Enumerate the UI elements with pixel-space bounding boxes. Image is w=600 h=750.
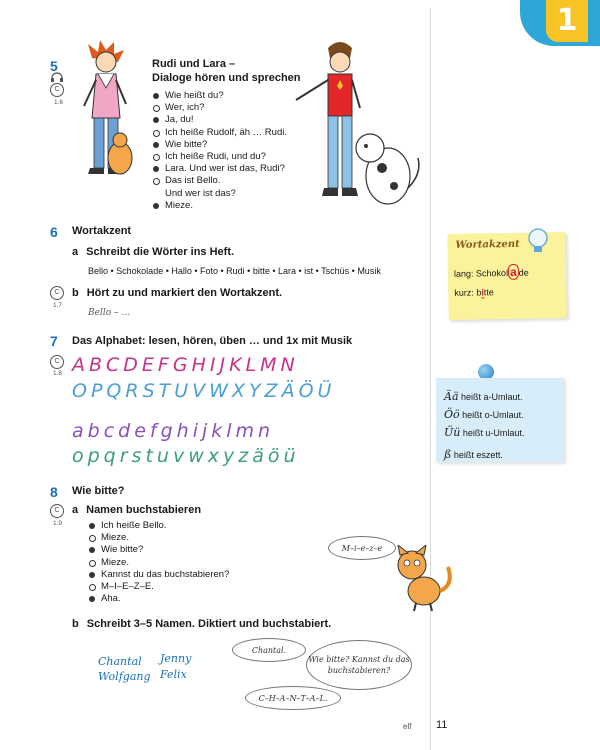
- umlaut-glyph: Ää: [444, 390, 459, 403]
- dialogue-line: Lara. Und wer ist das, Rudi?: [152, 163, 332, 175]
- section-8-number: 8: [50, 484, 58, 500]
- handwritten-name: Chantal: [98, 655, 142, 668]
- section-5-title-line2: Dialoge hören und sprechen: [152, 72, 301, 84]
- umlaut-lines: [444, 388, 524, 464]
- umlaut-line: [444, 388, 524, 406]
- dialogue-line: Wer, ich?: [152, 102, 332, 114]
- chapter-tab: [520, 0, 600, 46]
- dialogue-line: Wie bitte?: [88, 544, 288, 556]
- dialogue-line: Aha.: [88, 593, 288, 605]
- section-6b: [72, 287, 282, 299]
- note-kurz-line: [454, 287, 494, 298]
- handwritten-name: Wolfgang: [98, 670, 151, 683]
- dialogue-line: Das ist Bello.: [152, 175, 332, 187]
- cd-icon: C: [50, 286, 64, 300]
- note-title: Wortakzent: [455, 238, 520, 251]
- handwritten-answer: Bello – …: [88, 308, 131, 318]
- speech-bubble: Wie bitte? Kannst du das buchstabieren?: [306, 640, 412, 690]
- umlaut-note: [436, 378, 564, 462]
- umlaut-text: heißt o-Umlaut.: [462, 410, 524, 420]
- section-6a: [72, 246, 234, 258]
- dialogue-line: Mieze.: [88, 557, 288, 569]
- umlaut-glyph: Üü: [444, 426, 461, 439]
- cd-icon: C: [50, 83, 64, 97]
- section-8-title: Wie bitte?: [72, 485, 125, 497]
- kurz-word-pre: b: [476, 287, 482, 298]
- lang-accent: a: [508, 264, 519, 280]
- alphabet-lower-row-1: abcdefghijklmn: [72, 420, 275, 442]
- dialogue-line: Ich heiße Rudi, und du?: [152, 151, 332, 163]
- instruction-text: Namen buchstabieren: [86, 504, 202, 516]
- section-6-number: 6: [50, 224, 58, 240]
- section-8a: [72, 504, 201, 516]
- kurz-label: kurz:: [454, 287, 474, 298]
- alphabet-upper-row-2: OPQRSTUVWXYZÄÖÜ: [72, 380, 336, 402]
- umlaut-text: heißt eszett.: [453, 450, 503, 460]
- handwritten-name: Jenny: [160, 652, 192, 665]
- dialogue-line: M–I–E–Z–E.: [88, 581, 288, 593]
- chapter-number: 1: [546, 0, 588, 42]
- umlaut-glyph: Öö: [444, 408, 460, 421]
- note-lang-line: [454, 265, 529, 280]
- umlaut-line: [444, 406, 524, 424]
- item-letter: b: [72, 618, 79, 630]
- handwritten-name: Felix: [160, 668, 187, 681]
- section-6-title: Wortakzent: [72, 225, 132, 237]
- rudi-and-dog-illustration: [290, 38, 430, 218]
- item-letter: a: [72, 504, 79, 516]
- umlaut-line: [444, 446, 524, 464]
- section-5-title-line1: Rudi und Lara –: [152, 58, 236, 70]
- item-letter: b: [72, 287, 79, 299]
- cd-icon: C: [50, 355, 64, 369]
- dialogue-line: Mieze.: [152, 200, 332, 212]
- word-list: Bello • Schokolade • Hallo • Foto • Rudi • bitte • Lara • ist • Tschüs • Musik: [88, 266, 381, 276]
- umlaut-text: heißt a-Umlaut.: [461, 392, 523, 402]
- headphones-icon: [50, 72, 64, 82]
- umlaut-glyph: ß: [444, 448, 452, 461]
- instruction-text: Schreibt die Wörter ins Heft.: [86, 246, 235, 258]
- lang-word-pre: Schokol: [475, 267, 509, 279]
- dialogue-line: Wie bitte?: [152, 139, 332, 151]
- cat-illustration: [388, 545, 463, 615]
- page-number: 11: [436, 719, 448, 731]
- alphabet-upper-row-1: ABCDEFGHIJKLMN: [72, 354, 299, 376]
- dialogue-line: Wie heißt du?: [152, 90, 332, 102]
- dialogue-line: Mieze.: [88, 532, 288, 544]
- dialogue-line: Ja, du!: [152, 114, 332, 126]
- cd-icon: C: [50, 504, 64, 518]
- lang-word-post: de: [518, 267, 529, 278]
- lightbulb-icon: [525, 226, 551, 256]
- speech-bubble: M–i–e–z–e: [328, 536, 396, 560]
- section-7-title: Das Alphabet: lesen, hören, üben … und 1x mit Musik: [72, 335, 353, 347]
- item-letter: a: [72, 246, 79, 258]
- section-7-number: 7: [50, 333, 58, 349]
- kurz-word-post: tte: [483, 287, 494, 298]
- speech-bubble: Chantal.: [232, 638, 306, 662]
- instruction-text: Schreibt 3–5 Namen. Diktiert und buchstabiert.: [86, 618, 332, 630]
- dialogue-line: Kannst du das buchstabieren?: [88, 569, 288, 581]
- page-word: elf: [403, 722, 412, 731]
- section-5-number: 5: [50, 58, 58, 74]
- dialogue-line: Ich heiße Bello.: [88, 520, 288, 532]
- speech-bubble: C–H–A–N–T–A–L.: [245, 686, 341, 710]
- alphabet-lower-row-2: opqrstuvwxyzäöü: [72, 445, 300, 467]
- section-8b: [72, 618, 331, 630]
- column-divider: [430, 8, 431, 750]
- track-number: 1.9: [53, 520, 63, 527]
- lang-label: lang:: [453, 268, 474, 279]
- kurz-accent: i: [481, 287, 484, 298]
- track-number: 1.8: [53, 370, 63, 377]
- track-number: 1.7: [53, 302, 63, 309]
- umlaut-line: [444, 424, 524, 442]
- lara-illustration: [70, 40, 145, 190]
- instruction-text: Hört zu und markiert den Wortakzent.: [86, 287, 283, 299]
- track-number: 1.6: [54, 99, 64, 106]
- dialogue-line: Ich heiße Rudolf, äh … Rudi.: [152, 127, 332, 139]
- umlaut-text: heißt u-Umlaut.: [462, 428, 525, 438]
- spelling-dialogue: [88, 520, 288, 605]
- dialogue-line: Und wer ist das?: [165, 187, 236, 199]
